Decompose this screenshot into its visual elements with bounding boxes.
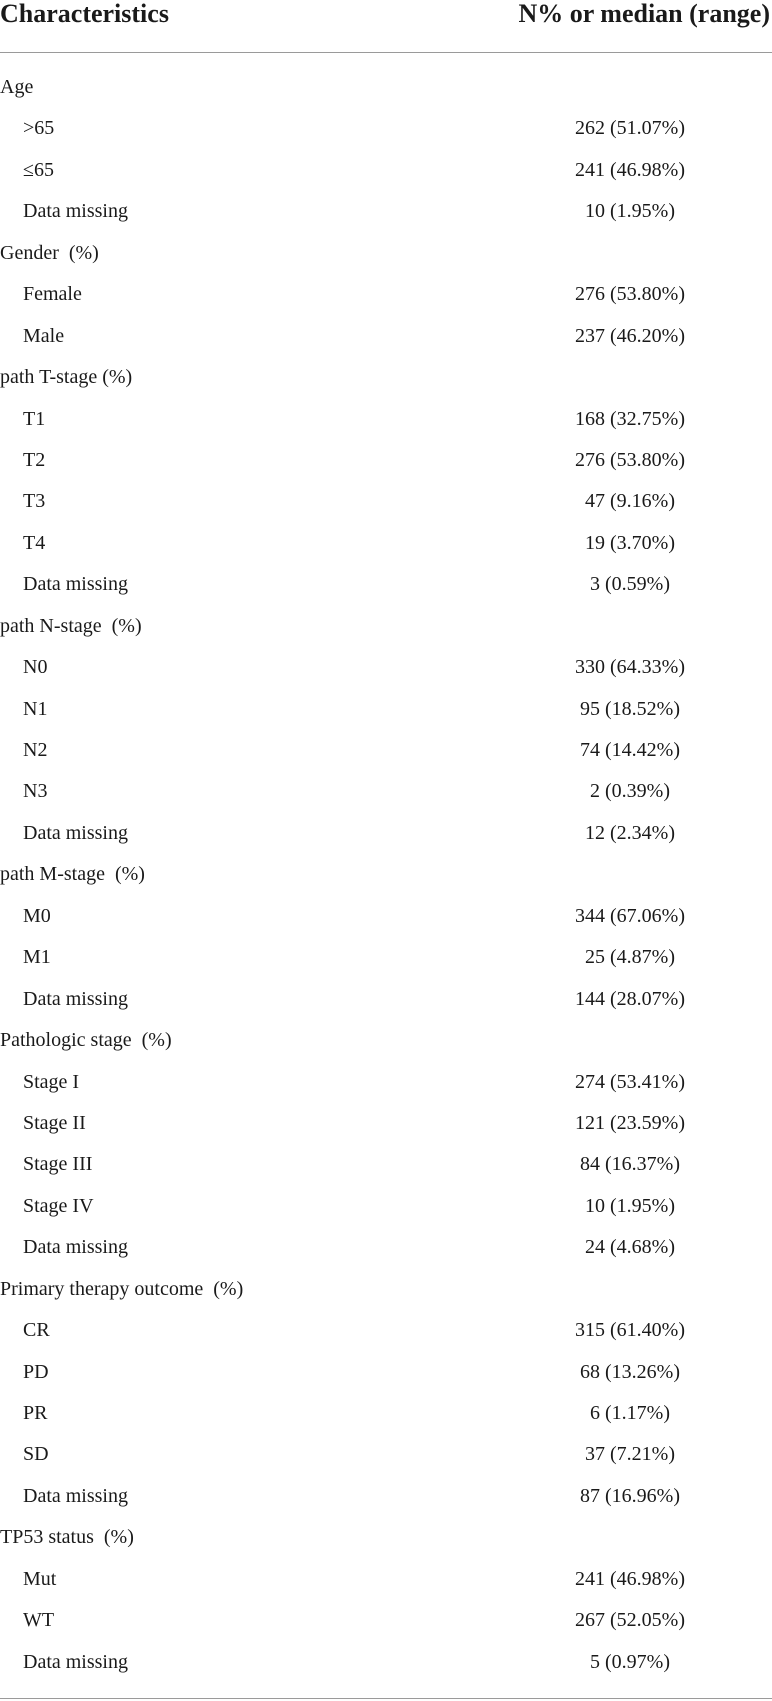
table-row (0, 399, 772, 440)
row-value: 267 (52.05%) (575, 1609, 685, 1632)
row-label: Mut (23, 1567, 57, 1590)
row-value: 19 (3.70%) (585, 531, 675, 554)
table-row (0, 771, 772, 812)
table-row (0, 316, 772, 357)
row-label: Female (23, 283, 82, 306)
table-row (0, 813, 772, 854)
row-value: 144 (28.07%) (575, 987, 685, 1010)
row-label: Data missing (23, 573, 128, 596)
row-label: M0 (23, 904, 51, 927)
row-value: 68 (13.26%) (580, 1360, 680, 1383)
table-row (0, 523, 772, 564)
row-label: N1 (23, 697, 48, 720)
category-row-pathologic-stage (0, 1020, 772, 1061)
row-label: N2 (23, 739, 48, 761)
table-row (0, 1062, 772, 1103)
row-value: 24 (4.68%) (585, 1236, 675, 1259)
row-label: N3 (23, 780, 48, 803)
row-value: 47 (9.16%) (585, 490, 675, 513)
row-value: 237 (46.20%) (575, 324, 685, 347)
table-row (0, 1103, 772, 1144)
row-label: Age (0, 76, 34, 98)
row-value: 276 (53.80%) (575, 283, 685, 306)
table-row (0, 1310, 772, 1351)
row-label: T1 (23, 407, 46, 430)
row-value: 74 (14.42%) (580, 739, 680, 761)
table-row (0, 979, 772, 1020)
table-row (0, 896, 772, 937)
row-value: 241 (46.98%) (575, 158, 685, 181)
row-label: SD (23, 1443, 49, 1466)
row-value: 6 (1.17%) (590, 1402, 670, 1424)
row-value: 121 (23.59%) (575, 1111, 685, 1134)
category-row-path-t-stage (0, 357, 772, 398)
table-bottom-rule (0, 1698, 772, 1699)
row-value: 25 (4.87%) (585, 946, 675, 969)
table-row (0, 1352, 772, 1393)
table-row (0, 647, 772, 688)
row-label: Pathologic stage (%) (0, 1029, 172, 1052)
table-row (0, 1227, 772, 1268)
row-label: Stage II (23, 1111, 86, 1134)
row-value: 315 (61.40%) (575, 1319, 685, 1342)
row-label: >65 (23, 117, 55, 140)
table-row (0, 689, 772, 730)
table-header (0, 0, 772, 53)
row-label: path M-stage (%) (0, 863, 145, 886)
table-row (0, 1476, 772, 1517)
category-row-age (0, 67, 772, 108)
row-value: 3 (0.59%) (590, 573, 670, 596)
category-row-path-n-stage (0, 606, 772, 647)
table-body (0, 67, 772, 1683)
table-row (0, 274, 772, 315)
row-label: CR (23, 1319, 50, 1342)
row-label: Data missing (23, 821, 128, 844)
table-row (0, 1186, 772, 1227)
table-row (0, 564, 772, 605)
row-label: TP53 status (%) (0, 1526, 134, 1549)
row-label: Stage IV (23, 1194, 94, 1217)
table-row (0, 1600, 772, 1641)
row-label: Data missing (23, 200, 128, 223)
row-label: Gender (%) (0, 241, 99, 264)
category-row-gender (0, 233, 772, 274)
row-value: 37 (7.21%) (585, 1443, 675, 1466)
table-row (0, 1642, 772, 1683)
row-value: 2 (0.39%) (590, 780, 670, 803)
row-label: Data missing (23, 1650, 128, 1673)
table-row (0, 191, 772, 232)
row-label: ≤65 (23, 158, 54, 181)
row-label: M1 (23, 946, 51, 969)
category-row-path-m-stage (0, 854, 772, 895)
row-label: path N-stage (%) (0, 614, 142, 637)
row-label: N0 (23, 656, 48, 679)
table-row (0, 730, 772, 771)
header-characteristics: Characteristics (0, 0, 169, 28)
row-value: 95 (18.52%) (580, 697, 680, 720)
row-label: T3 (23, 490, 46, 513)
row-label: WT (23, 1609, 55, 1632)
row-value: 344 (67.06%) (575, 904, 685, 927)
table-row (0, 1434, 772, 1475)
table-row (0, 440, 772, 481)
row-label: Stage I (23, 1070, 80, 1093)
row-label: PR (23, 1402, 48, 1424)
row-value: 276 (53.80%) (575, 448, 685, 471)
category-row-primary-therapy-outcome (0, 1269, 772, 1310)
table-row (0, 108, 772, 149)
header-n-percent-median: N% or median (range) (518, 0, 770, 28)
row-label: path T-stage (%) (0, 366, 133, 389)
row-label: Stage III (23, 1153, 93, 1176)
table-row (0, 937, 772, 978)
table-row (0, 1144, 772, 1185)
row-label: Data missing (23, 1484, 128, 1507)
row-label: Data missing (23, 987, 128, 1010)
row-label: Male (23, 324, 65, 347)
row-label: Data missing (23, 1236, 128, 1259)
row-value: 5 (0.97%) (590, 1650, 670, 1673)
row-value: 241 (46.98%) (575, 1567, 685, 1590)
table-row (0, 1559, 772, 1600)
row-value: 330 (64.33%) (575, 656, 685, 679)
row-label: T2 (23, 448, 46, 471)
row-value: 84 (16.37%) (580, 1153, 680, 1176)
row-value: 12 (2.34%) (585, 821, 675, 844)
row-value: 262 (51.07%) (575, 117, 685, 140)
row-value: 168 (32.75%) (575, 407, 685, 430)
row-value: 10 (1.95%) (585, 200, 675, 223)
table-row (0, 481, 772, 522)
row-value: 274 (53.41%) (575, 1070, 685, 1093)
row-label: Primary therapy outcome (%) (0, 1277, 244, 1300)
row-label: T4 (23, 531, 46, 554)
row-value: 10 (1.95%) (585, 1194, 675, 1217)
row-label: PD (23, 1360, 49, 1383)
table-row (0, 1393, 772, 1434)
category-row-tp53-status (0, 1517, 772, 1558)
row-value: 87 (16.96%) (580, 1484, 680, 1507)
table-row (0, 150, 772, 191)
